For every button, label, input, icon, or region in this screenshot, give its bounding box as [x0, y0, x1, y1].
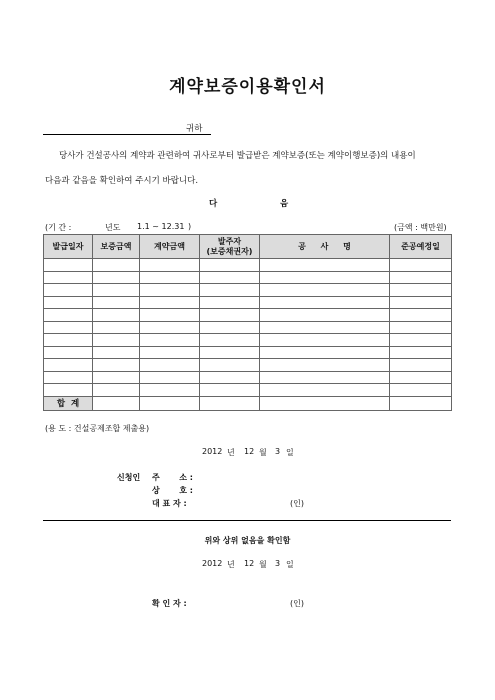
total-row: [44, 396, 452, 410]
period-year-label: 년도: [105, 223, 121, 232]
total-label: 합 계: [44, 396, 93, 410]
table-cell: [44, 284, 93, 297]
applicant-seal: (인): [290, 499, 304, 508]
table-cell: [200, 309, 260, 322]
table-cell: [200, 259, 260, 272]
table-cell: [93, 271, 140, 284]
table-cell: [200, 384, 260, 397]
table-cell: [200, 271, 260, 284]
date1-year: 2012: [202, 447, 223, 456]
table-cell: [140, 296, 200, 309]
table-cell: [140, 259, 200, 272]
table-cell: [390, 371, 452, 384]
amount-unit: (금액 : 백만원): [394, 223, 447, 232]
col-contract-amount: 계약금액: [140, 235, 200, 259]
table-cell: [260, 271, 390, 284]
col-completion-date: 준공예정일: [390, 235, 452, 259]
heading-left: 다: [209, 199, 218, 209]
table-cell: [44, 309, 93, 322]
paragraph-line-1: 당사가 건설공사의 계약과 관련하여 귀사로부터 발급받은 계약보증(또는 계약이행보증)의 내용이: [59, 151, 416, 161]
table-row: [44, 296, 452, 309]
table-cell: [44, 371, 93, 384]
table-cell: [200, 284, 260, 297]
col-guarantee-amount: 보증금액: [93, 235, 140, 259]
table-cell: [260, 296, 390, 309]
confirmer-label: 확 인 자 :: [152, 599, 187, 608]
table-cell: [93, 359, 140, 372]
table-row: [44, 384, 452, 397]
col-orderer: [200, 235, 260, 259]
date2-day-unit: 일: [286, 560, 294, 569]
document-title: 계약보증이용확인서: [169, 77, 326, 97]
table-cell: [93, 334, 140, 347]
total-cell: [260, 396, 390, 410]
addressee-suffix: 귀하: [186, 124, 203, 134]
table-row: [44, 334, 452, 347]
table-cell: [260, 346, 390, 359]
table-cell: [260, 359, 390, 372]
table-cell: [44, 384, 93, 397]
separator-line: [43, 520, 451, 521]
table-cell: [93, 346, 140, 359]
period-open: (기 간 :: [45, 223, 72, 232]
table-cell: [44, 359, 93, 372]
table-row: [44, 259, 452, 272]
applicant-prefix: 신청인: [117, 473, 141, 482]
date2-month-unit: 월: [259, 560, 267, 569]
table-cell: [140, 321, 200, 334]
table-cell: [390, 321, 452, 334]
period-range: 1.1 ~ 12.31: [137, 222, 185, 231]
table-body: [44, 259, 452, 411]
table-cell: [93, 309, 140, 322]
table-cell: [44, 334, 93, 347]
table-cell: [93, 284, 140, 297]
table-cell: [93, 321, 140, 334]
date2-day: 3: [275, 559, 281, 568]
table-cell: [93, 384, 140, 397]
table-cell: [44, 271, 93, 284]
date1-day: 3: [275, 447, 281, 456]
table-cell: [44, 296, 93, 309]
table-row: [44, 309, 452, 322]
table-cell: [44, 321, 93, 334]
date1-year-unit: 년: [227, 448, 235, 457]
table-cell: [140, 371, 200, 384]
total-cell: [200, 396, 260, 410]
table-row: [44, 321, 452, 334]
table-cell: [140, 284, 200, 297]
table-cell: [200, 321, 260, 334]
date2-month: 12: [244, 559, 255, 568]
applicant-company-label: 상 호 :: [152, 486, 193, 495]
date1-month: 12: [244, 447, 255, 456]
table-cell: [390, 346, 452, 359]
table-cell: [200, 371, 260, 384]
table-cell: [390, 284, 452, 297]
table-cell: [390, 384, 452, 397]
date1-day-unit: 일: [286, 448, 294, 457]
table-row: [44, 271, 452, 284]
table-cell: [140, 334, 200, 347]
table-cell: [93, 259, 140, 272]
table-cell: [140, 359, 200, 372]
paragraph-line-2: 다음과 같음을 확인하여 주시기 바랍니다.: [45, 176, 199, 186]
usage-note: (용 도 : 건설공제조합 제출용): [45, 424, 150, 433]
table-cell: [260, 334, 390, 347]
table-cell: [260, 284, 390, 297]
total-cell: [93, 396, 140, 410]
table-cell: [200, 346, 260, 359]
table-row: [44, 346, 452, 359]
guarantee-table: [43, 234, 452, 411]
table-cell: [44, 346, 93, 359]
table-cell: [390, 309, 452, 322]
confirmer-seal: (인): [290, 599, 304, 608]
table-cell: [200, 334, 260, 347]
table-cell: [260, 321, 390, 334]
table-row: [44, 371, 452, 384]
table-row: [44, 284, 452, 297]
col-issue-date: 발급일자: [44, 235, 93, 259]
table-cell: [44, 259, 93, 272]
table-cell: [140, 309, 200, 322]
table-cell: [140, 271, 200, 284]
table-cell: [390, 259, 452, 272]
total-cell: [390, 396, 452, 410]
table-cell: [93, 371, 140, 384]
date2-year-unit: 년: [227, 560, 235, 569]
heading-right: 음: [280, 199, 289, 209]
applicant-rep-label: 대 표 자 :: [152, 499, 187, 508]
table-header-row: [44, 235, 452, 259]
total-cell: [140, 396, 200, 410]
applicant-address-label: 주 소 :: [152, 473, 193, 482]
period-close: ): [188, 222, 192, 231]
table-row: [44, 359, 452, 372]
table-cell: [390, 271, 452, 284]
table-cell: [260, 259, 390, 272]
table-cell: [260, 371, 390, 384]
table-cell: [390, 359, 452, 372]
table-cell: [93, 296, 140, 309]
col-orderer-label: 발주자 (보증채권자): [206, 236, 253, 256]
date2-year: 2012: [202, 559, 223, 568]
addressee-line: [43, 134, 211, 135]
table-cell: [260, 309, 390, 322]
table-cell: [200, 359, 260, 372]
table-cell: [140, 384, 200, 397]
date1-month-unit: 월: [259, 448, 267, 457]
col-project-name: 공 사 명: [260, 235, 390, 259]
table-cell: [200, 296, 260, 309]
table-cell: [260, 384, 390, 397]
table-cell: [140, 346, 200, 359]
table-cell: [390, 296, 452, 309]
table-cell: [390, 334, 452, 347]
confirm-statement: 위와 상위 없음을 확인함: [204, 536, 291, 545]
